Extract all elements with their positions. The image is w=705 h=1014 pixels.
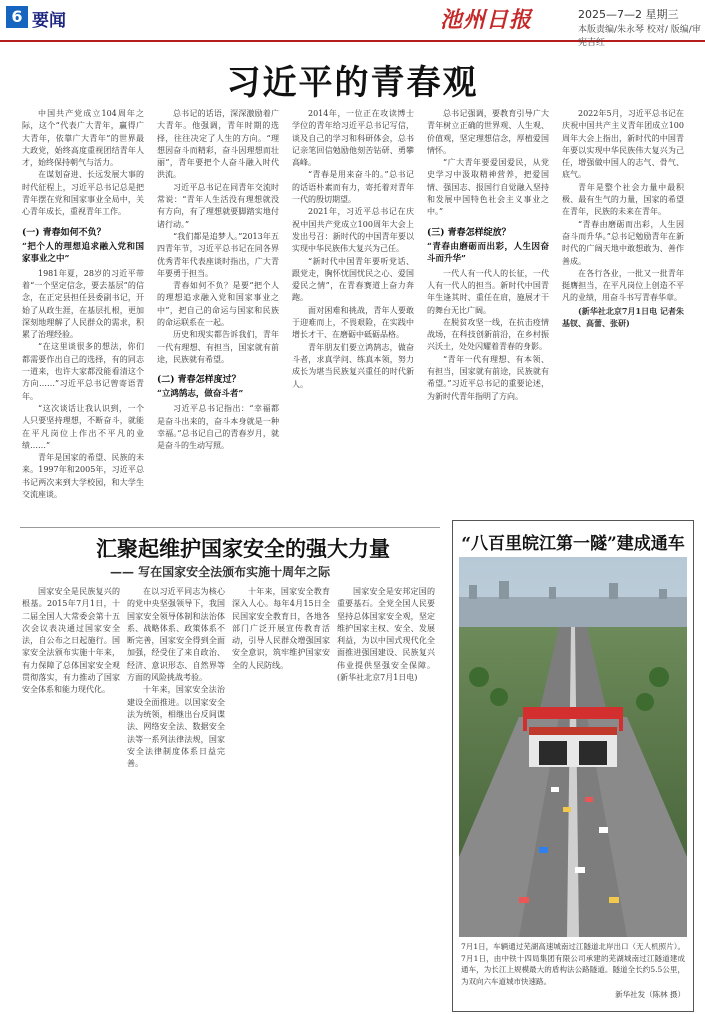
article-column-1 <box>22 108 144 520</box>
main-headline: 习近平的青春观 <box>226 63 479 103</box>
paragraph: 习近平总书记在同青年交流时常说：“青年人生活没有理想就没有方向，有了理想就要脚踏实地付诸行动。” <box>157 182 279 229</box>
bottom-left-subheadline: —— 写在国家安全法颁布实施十周年之际 <box>110 565 331 579</box>
paragraph: 青年是整个社会力量中最积极、最有生气的力量，国家的希望在青年，民族的未来在青年。 <box>562 182 684 217</box>
paragraph: 十年来，国家安全教育深入人心。每年4月15日全民国家安全教育日，各地各部门广泛开展宣传教育活动，引导人民群众增强国家安全意识，筑牢维护国家安全的人民防线。 <box>232 587 330 670</box>
paragraph: “新时代中国青年要听党话、跟党走，胸怀忧国忧民之心、爱国爱民之情”，在青春赛道上奋力奔跑。 <box>292 256 414 303</box>
paragraph: 青春如何不负？是要“把个人的理想追求融入党和国家事业之中”，把自己的命运与国家和民族的命运联系在一起。 <box>157 281 279 328</box>
section-quote: “立鸿鹄志，做奋斗者” <box>157 389 244 400</box>
paragraph: “在这里谈很多的想法，你们都需要作出自己的选择，有的同志一道来，也许大家都没能看清这个方向……”习近平总书记曾寄语青年。 <box>22 342 144 401</box>
article-column-4 <box>427 108 549 520</box>
article-column <box>127 586 225 1001</box>
caption-text: 7月1日，车辆通过芜湖高速城南过江隧道北岸出口（无人机照片）。7月1日，由中铁十四局集团有限公司承建的芜湖城南过江隧道建成通车，为长江上规模最大的盾构法公路隧道。隧道全长约5.5公里，为双向六车道城市快速路。 <box>461 942 685 986</box>
paragraph: “广大青年要爱国爱民，从党史学习中汲取精神营养，把爱国情、强国志、报国行自觉融入坚持和发展中国特色社会主义事业之中。” <box>427 158 549 217</box>
page-number: 6 <box>6 6 28 28</box>
article-column <box>337 586 435 1001</box>
paragraph: 青年是国家的希望、民族的未来。1997年和2005年，习近平总书记两次来到大学校园，和大学生交流座谈。 <box>22 453 144 500</box>
paragraph: “青年一代有理想、有本领、有担当，国家就有前途，民族就有希望。”习近平总书记的重要论述，为新时代青年指明了方向。 <box>427 354 549 401</box>
paragraph: 总书记的话语，深深激励着广大青年。他强调，青年时期的选择，往往决定了人生的方向。“理想因奋斗而精彩，奋斗因理想而壮丽”，青年要把个人奋斗融入时代洪流。 <box>157 109 279 180</box>
section-heading: (三) 青春怎样绽放？ <box>427 227 511 238</box>
masthead <box>0 0 705 48</box>
newspaper-logo: 池州日报 <box>440 7 533 33</box>
section-title: 要闻 <box>32 11 66 31</box>
editors-line: 本版责编/朱永琴 校对/ 版编/审 宪吉红 <box>578 25 701 48</box>
paragraph: 在以习近平同志为核心的党中央坚强领导下，我国国家安全领导体制和法治体系、战略体系、政策体系不断完善，国家安全得到全面加强，经受住了来自政治、经济、意识形态、自然界等方面的风险挑战考验。 <box>127 587 225 683</box>
paragraph: 国家安全是民族复兴的根基。2015年7月1日，十二届全国人大常委会第十五次会议表决通过国家安全法，自公布之日起施行。国家安全法颁布实施十年来，有力保障了总体国家安全观贯彻落实，有力推动了国家安全体系和能力现代化。 <box>22 587 120 695</box>
article-column-5 <box>562 108 684 520</box>
issue-date: 2025—7—2 星期三 <box>578 8 679 21</box>
paragraph: 中国共产党成立104周年之际，这个“代表广大青年，赢得广大青年，依靠广大青年”的世界最大政党，始终高度重视团结青年人才，始终保持朝气与活力。 <box>22 109 144 168</box>
photo-credit: 新华社发（陈林 摄） <box>615 990 685 999</box>
paragraph: 习近平总书记指出：“幸福都是奋斗出来的，奋斗本身就是一种幸福。”总书记自己的青春岁月，就是奋斗的生动写照。 <box>157 404 279 451</box>
bottom-right-headline: “八百里皖江第一隧”建成通车 <box>461 534 685 554</box>
section-divider <box>20 527 440 528</box>
photo-caption <box>461 941 685 1001</box>
paragraph: 在谋划奋进、长远发展大事的时代征程上，习近平总书记总是把青年摆在党和国家事业全局中，关心青年成长，重视青年工作。 <box>22 170 144 217</box>
paragraph: 总书记强调，要教育引导广大青年树立正确的世界观、人生观、价值观，坚定理想信念，厚植爱国情怀。 <box>427 109 549 155</box>
article-column <box>232 586 330 1001</box>
paragraph: “青春由磨砺而出彩，人生因奋斗而升华。”总书记勉励青年在新时代的广阔天地中敢想敢为、善作善成。 <box>562 219 684 266</box>
paragraph: 一代人有一代人的长征，一代人有一代人的担当。新时代中国青年生逢其时、重任在肩，施展才干的舞台无比广阔。 <box>427 268 549 315</box>
paragraph: “青春是用来奋斗的。”总书记的话语朴素而有力，寄托着对青年一代的殷切期望。 <box>292 170 414 205</box>
paragraph: 2021年，习近平总书记在庆祝中国共产党成立100周年大会上发出号召：新时代的中国青年要以实现中华民族伟大复兴为己任。 <box>292 207 414 254</box>
article-column-2 <box>157 108 279 520</box>
section-quote: “把个人的理想追求融入党和国家事业之中” <box>22 241 144 264</box>
bottom-left-article <box>22 586 437 1006</box>
article-byline: (新华社北京7月1日电 记者朱基钗、高蕾、张研) <box>562 305 684 329</box>
paragraph: 在脱贫攻坚一线，在抗击疫情战场，在科技创新前沿，在乡村振兴沃土，处处闪耀着青春的身影。 <box>427 317 549 352</box>
section-heading: (一) 青春如何不负？ <box>22 227 106 238</box>
paragraph: 面对困难和挑战，青年人要敢于迎难而上，不畏艰险，在实践中增长才干、在磨砺中砥砺品格。 <box>292 305 414 340</box>
tunnel-aerial-photo <box>459 557 687 937</box>
main-article <box>22 108 684 520</box>
paragraph: 国家安全是安邦定国的重要基石。全党全国人民要坚持总体国家安全观，坚定维护国家主权、安全、发展利益，为以中国式现代化全面推进强国建设、民族复兴伟业提供坚强安全保障。(新华社北京7月1日电) <box>337 587 435 683</box>
tunnel-photo-story <box>452 520 694 1012</box>
paragraph: 在各行各业，一批又一批青年挺膺担当，在平凡岗位上创造不平凡的业绩，用奋斗书写青春华章。 <box>562 268 684 303</box>
paragraph: 历史和现实都告诉我们，青年一代有理想、有担当，国家就有前途，民族就有希望。 <box>157 330 279 364</box>
paragraph: 2014年，一位正在攻读博士学位的青年给习近平总书记写信，谈及自己的学习和科研体会，总书记亲笔回信勉励他刻苦钻研、勇攀高峰。 <box>292 109 414 168</box>
paragraph: 2022年5月，习近平总书记在庆祝中国共产主义青年团成立100周年大会上指出，新时代的中国青年要以实现中华民族伟大复兴为己任，增强做中国人的志气、骨气、底气。 <box>562 109 684 180</box>
paragraph: 青年朋友们要立鸿鹄志，做奋斗者，求真学问、练真本领，努力成长为堪当民族复兴重任的时代新人。 <box>292 342 414 389</box>
bottom-left-headline: 汇聚起维护国家安全的强大力量 <box>96 536 390 561</box>
paragraph: 1981年夏，28岁的习近平带着“一个坚定信念，要去基层”的信念，在正定县担任县委副书记，开始了从政生涯，在基层扎根，更加深刻地理解了人民群众的需求，积累了治理经验。 <box>22 268 144 340</box>
section-heading: (二) 青春怎样度过？ <box>157 375 241 386</box>
section-quote: “青春由磨砺而出彩，人生因奋斗而升华” <box>427 241 549 264</box>
paragraph: “我们都是追梦人。”2013年五四青年节，习近平总书记在同各界优秀青年代表座谈时指出，广大青年要勇于担当。 <box>157 231 279 278</box>
article-column-3 <box>292 108 414 520</box>
article-column <box>22 586 120 1001</box>
paragraph: “这次谈话让我认识到，一个人只要坚持理想，不断奋斗，就能在平凡岗位上作出不平凡的业绩……” <box>22 403 144 450</box>
paragraph: 十年来，国家安全法治建设全面推进。以国家安全法为统领，相继出台反间谍法、网络安全法、数据安全法等一系列法律法规，国家安全法律制度体系日益完善。 <box>127 685 225 769</box>
